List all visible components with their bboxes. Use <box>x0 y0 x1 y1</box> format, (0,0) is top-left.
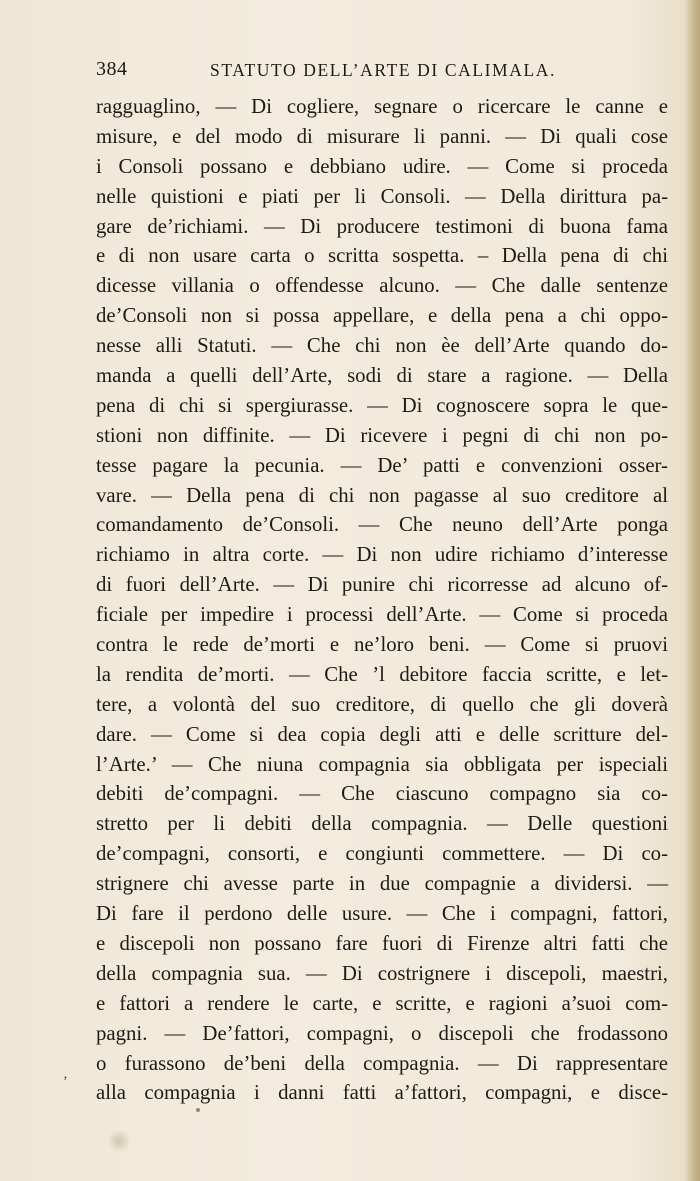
text-line: stioni non diffinite. — Di ricevere i pegni di chi non po- <box>96 423 668 447</box>
text-line: e fattori a rendere le carte, e scritte, e ragioni a’suoi com- <box>96 991 668 1015</box>
text-line: dare. — Come si dea copia degli atti e delle scritture del- <box>96 722 668 746</box>
text-line: e di non usare carta o scritta sospetta. – Della pena di chi <box>96 244 668 268</box>
text-line: alla compagnia i danni fatti a’fattori, compagni, e disce- <box>96 1081 668 1105</box>
text-line: nesse alli Statuti. — Che chi non èe dell’Arte quando do- <box>96 334 668 358</box>
text-line: gare de’richiami. — Di producere testimoni di buona fama <box>96 214 668 238</box>
body-text <box>96 92 668 1108</box>
text-line: stretto per li debiti della compagnia. — Delle questioni <box>96 812 668 836</box>
text-line: vare. — Della pena di chi non pagasse al suo creditore al <box>96 483 668 507</box>
text-line: la rendita de’morti. — Che ’l debitore faccia scritte, e let- <box>96 662 668 686</box>
ink-smudge <box>108 1128 130 1154</box>
page-edge-shadow <box>684 0 700 1181</box>
text-line: de’Consoli non si possa appellare, e della pena a chi oppo- <box>96 304 668 328</box>
text-line: Di fare il perdono delle usure. — Che i compagni, fattori, <box>96 902 668 926</box>
text-line: richiamo in altra corte. — Di non udire richiamo d’interesse <box>96 543 668 567</box>
text-line: tere, a volontà del suo creditore, di quello che gli doverà <box>96 692 668 716</box>
ink-dot <box>196 1108 200 1112</box>
text-line: della compagnia sua. — Di costrignere i discepoli, maestri, <box>96 961 668 985</box>
text-line: contra le rede de’morti e ne’loro beni. — Come si pruovi <box>96 633 668 657</box>
margin-mark: ‚ <box>63 1067 68 1082</box>
text-line: pagni. — De’fattori, compagni, o discepoli che frodassono <box>96 1021 668 1045</box>
text-line: manda a quelli dell’Arte, sodi di stare a ragione. — Della <box>96 364 668 388</box>
page-header <box>96 58 662 88</box>
text-line: l’Arte.’ — Che niuna compagnia sia obbligata per ispeciali <box>96 752 668 776</box>
text-line: di fuori dell’Arte. — Di punire chi ricorresse ad alcuno of- <box>96 573 668 597</box>
text-line: comandamento de’Consoli. — Che neuno dell’Arte ponga <box>96 513 668 537</box>
text-line: o furassono de’beni della compagnia. — Di rappresentare <box>96 1051 668 1075</box>
text-line: de’compagni, consorti, e congiunti commettere. — Di co- <box>96 842 668 866</box>
text-line: i Consoli possano e debbiano udire. — Come si proceda <box>96 154 668 178</box>
text-line: tesse pagare la pecunia. — De’ patti e convenzioni osser- <box>96 453 668 477</box>
text-line: nelle quistioni e piati per li Consoli. — Della dirittura pa- <box>96 184 668 208</box>
text-line: debiti de’compagni. — Che ciascuno compagno sia co- <box>96 782 668 806</box>
text-line: e discepoli non possano fare fuori di Firenze altri fatti che <box>96 931 668 955</box>
text-line: ragguaglino, — Di cogliere, segnare o ricercare le canne e <box>96 95 668 118</box>
text-line: misure, e del modo di misurare li panni. — Di quali cose <box>96 124 668 148</box>
text-line: strignere chi avesse parte in due compagnie a dividersi. — <box>96 872 668 896</box>
running-head: STATUTO DELL’ARTE DI CALIMALA. <box>210 60 556 80</box>
page-number: 384 <box>96 58 128 80</box>
text-line: ficiale per impedire i processi dell’Arte. — Come si proceda <box>96 603 668 627</box>
text-line: pena di chi si spergiurasse. — Di cognoscere sopra le que- <box>96 393 668 417</box>
text-line: dicesse villania o offendesse alcuno. — Che dalle sentenze <box>96 274 668 298</box>
